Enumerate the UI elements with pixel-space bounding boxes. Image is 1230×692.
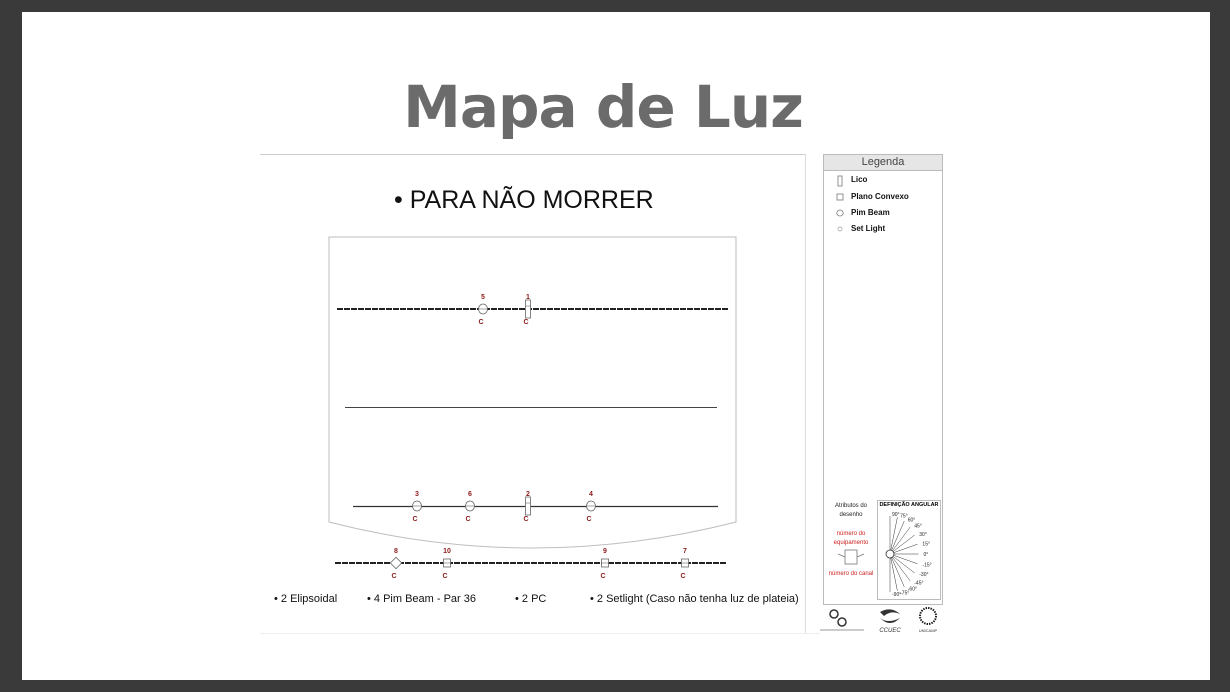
angle-label-12: -90° <box>892 592 902 596</box>
angle-label-1: 75° <box>900 513 908 520</box>
fixture-6-number: 6 <box>468 491 472 498</box>
page-title: Mapa de Luz <box>403 73 803 141</box>
angle-ray-11 <box>890 554 897 591</box>
angular-title: DEFINIÇÃO ANGULAR <box>879 502 939 508</box>
logos <box>818 604 944 634</box>
angle-label-5: 15° <box>922 541 930 548</box>
fixture-8-icon <box>390 557 401 568</box>
legend-title: Legenda <box>824 155 942 171</box>
angle-label-7: -15° <box>922 562 932 569</box>
unicamp-logo-text: UNICAMP <box>918 628 938 633</box>
fixture-1-channel: C <box>523 319 529 326</box>
drawing-attributes <box>826 500 876 600</box>
fixtures-layer <box>390 294 688 580</box>
angle-label-4: 30° <box>919 532 927 538</box>
attributes-equip-label: número do equipamento <box>833 531 869 546</box>
fixture-10-number: 10 <box>443 548 451 555</box>
angle-label-0: 90° <box>892 512 900 518</box>
fixture-4-number: 4 <box>589 491 593 498</box>
angle-fan <box>878 508 940 596</box>
angle-label-10: -60° <box>907 586 917 593</box>
summary-pim-beam: • 4 Pim Beam - Par 36 <box>367 593 477 605</box>
fixture-3-icon <box>413 501 422 511</box>
fixture-9-number: 9 <box>603 548 607 555</box>
legend-item-plano-convexo: Plano Convexo <box>851 192 909 201</box>
summary-setlight: • 2 Setlight (Caso não tenha luz de plateia) <box>590 593 799 605</box>
angular-definition <box>877 500 941 600</box>
legend-item-pim-beam: Pim Beam <box>851 208 890 217</box>
angle-label-8: -30° <box>919 572 929 578</box>
angle-label-11: -75° <box>900 590 910 596</box>
ccuec-logo-text: CCUEC <box>879 628 901 634</box>
angle-label-3: 45° <box>914 523 922 530</box>
fixture-6-channel: C <box>465 516 471 523</box>
legend-item-set-light: Set Light <box>851 224 886 233</box>
angle-center-icon <box>886 550 894 558</box>
fixture-2-channel: C <box>523 516 529 523</box>
fixture-7-number: 7 <box>683 548 687 555</box>
summary-pc: • 2 PC <box>515 593 547 605</box>
fixture-4-icon <box>587 501 596 511</box>
logos-svg <box>818 604 944 634</box>
fixture-1-number: 1 <box>526 294 530 301</box>
fixture-1-icon <box>526 300 531 318</box>
attributes-title: Atributos do desenho <box>834 503 868 518</box>
angle-label-2: 60° <box>907 517 916 524</box>
legend-item-lico: Lico <box>851 175 868 184</box>
angle-label-9: -45° <box>914 580 924 587</box>
set-light-icon <box>836 224 844 234</box>
unicamp-logo-icon <box>920 608 936 624</box>
fixture-8-channel: C <box>391 573 397 580</box>
fixture-3-channel: C <box>412 516 418 523</box>
angle-label-6: 0° <box>923 552 929 558</box>
stage-outline <box>329 237 736 548</box>
fixture-8-number: 8 <box>394 548 398 555</box>
fixture-2-number: 2 <box>526 491 530 498</box>
fixture-3-number: 3 <box>415 491 419 498</box>
fixture-9-icon <box>602 559 609 567</box>
attributes-channel-label: número do canal <box>828 571 874 577</box>
fixture-5-number: 5 <box>481 294 485 301</box>
pim-beam-icon <box>836 208 844 218</box>
fixture-9-channel: C <box>600 573 606 580</box>
fixture-sample-icon <box>836 548 866 566</box>
subtitle: • PARA NÃO MORRER <box>394 186 654 214</box>
ccuec-logo-icon <box>880 609 900 623</box>
fixture-5-channel: C <box>478 319 484 326</box>
fixture-2-icon <box>526 497 531 515</box>
fixture-5-icon <box>479 304 488 314</box>
lico-icon <box>836 175 844 187</box>
angle-ray-1 <box>890 517 897 554</box>
summary-elipsoidal: • 2 Elipsoidal <box>274 593 338 605</box>
fixture-7-icon <box>682 559 689 567</box>
fixture-4-channel: C <box>586 516 592 523</box>
fixture-10-icon <box>444 559 451 567</box>
plano-convexo-icon <box>836 192 844 202</box>
theatre-logo-icon <box>820 610 864 630</box>
fixture-7-channel: C <box>680 573 686 580</box>
fixture-6-icon <box>466 501 475 511</box>
fixture-10-channel: C <box>442 573 448 580</box>
